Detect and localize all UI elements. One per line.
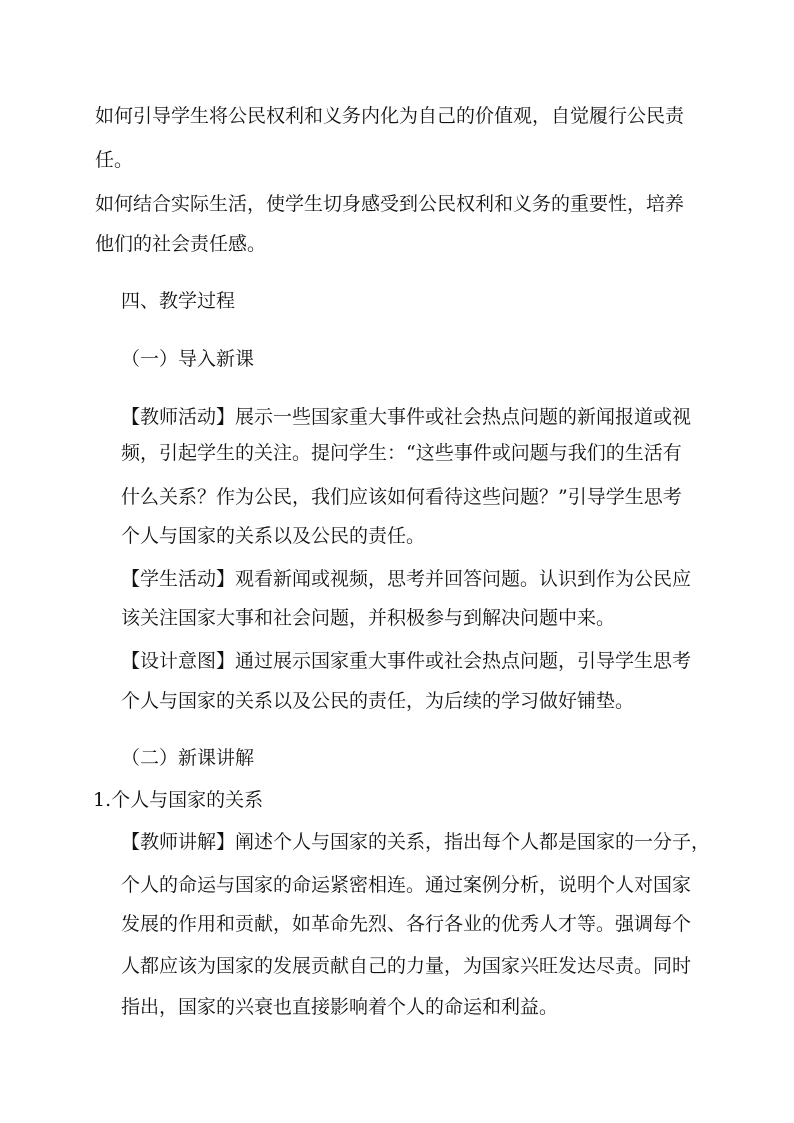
subsection-heading: （二）新课讲解 — [121, 747, 255, 769]
text-line: 什么关系？作为公民，我们应该如何看待这些问题？”引导学生思考 — [121, 486, 682, 508]
text-line: 他们的社会责任感。 — [95, 233, 267, 255]
text-line: 指出，国家的兴衰也直接影响着个人的命运和利益。 — [121, 996, 559, 1018]
text-line: 发展的作用和贡献，如革命先烈、各行各业的优秀人才等。强调每个 — [121, 913, 692, 935]
text-line: 人都应该为国家的发展贡献自己的力量，为国家兴旺发达尽责。同时 — [121, 955, 692, 977]
text-line: 【教师讲解】阐述个人与国家的关系，指出每个人都是国家的一分子， — [121, 831, 711, 853]
text-line: 该关注国家大事和社会问题，并积极参与到解决问题中来。 — [121, 607, 616, 629]
text-line: 【学生活动】观看新闻或视频，思考并回答问题。认识到作为公民应 — [121, 568, 692, 590]
subsection-heading: （一）导入新课 — [121, 348, 255, 370]
text-line: 个人与国家的关系以及公民的责任，为后续的学习做好铺垫。 — [121, 690, 635, 712]
text-line: 如何引导学生将公民权利和义务内化为自己的价值观，自觉履行公民责 — [95, 105, 685, 127]
text-line: 【设计意图】通过展示国家重大事件或社会热点问题，引导学生思考 — [121, 650, 692, 672]
text-line: 如何结合实际生活，使学生切身感受到公民权利和义务的重要性，培养 — [95, 193, 685, 215]
section-heading: 四、教学过程 — [121, 290, 236, 312]
text-line: 个人的命运与国家的命运紧密相连。通过案例分析，说明个人对国家 — [121, 874, 692, 896]
text-line: 频，引起学生的关注。提问学生：“这些事件或问题与我们的生活有 — [121, 442, 682, 464]
text-line: 【教师活动】展示一些国家重大事件或社会热点问题的新闻报道或视 — [121, 406, 692, 428]
text-line: 个人与国家的关系以及公民的责任。 — [121, 525, 426, 547]
text-line: 任。 — [95, 149, 134, 171]
numbered-item-heading: 1.个人与国家的关系 — [93, 789, 264, 811]
